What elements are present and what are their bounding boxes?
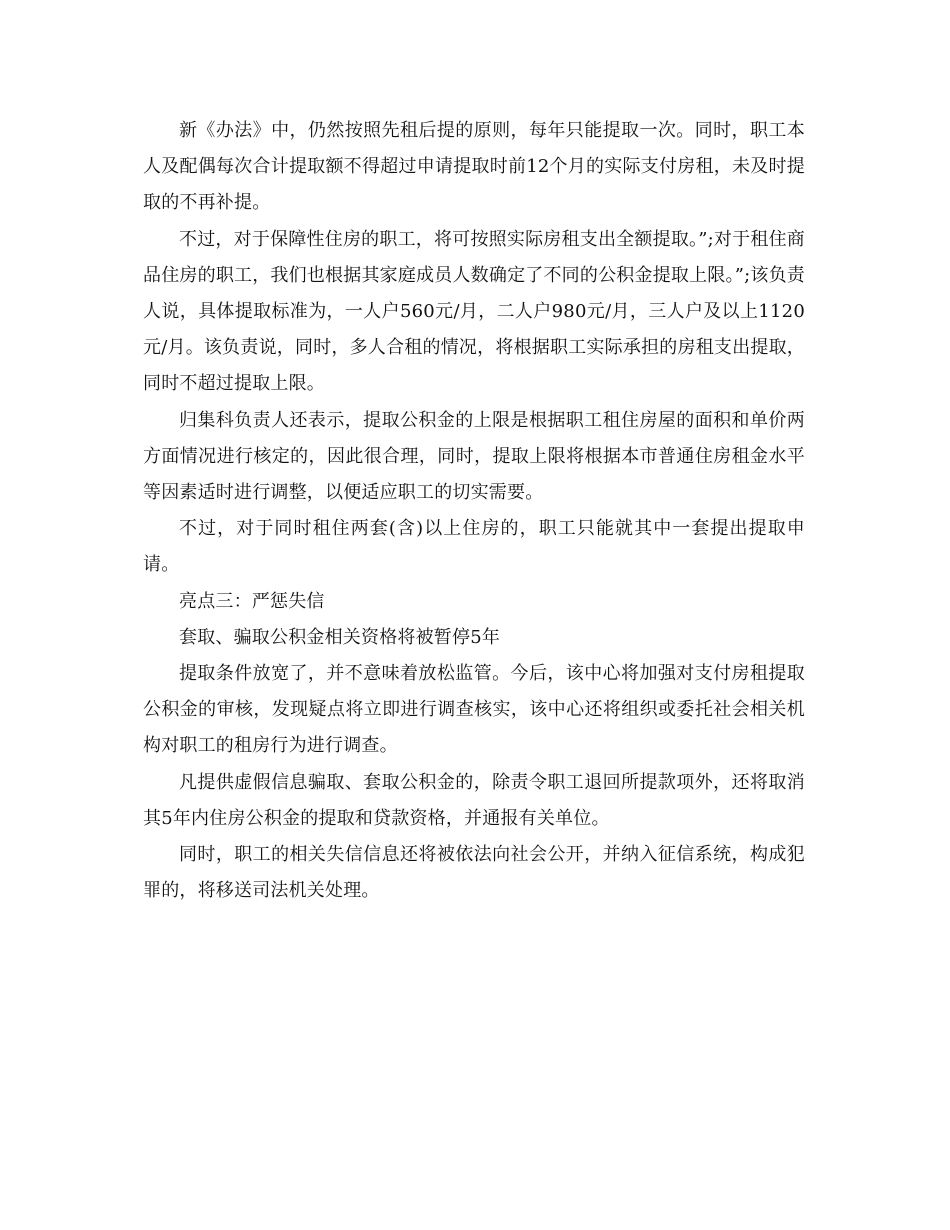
paragraph-supervision: 提取条件放宽了，并不意味着放松监管。今后，该中心将加强对支付房租提取公积金的审核，发现疑点将立即进行调查核实，该中心还将组织或委托社会相关机构对职工的租房行为进行调查。 — [143, 663, 805, 757]
paragraph-credit-disclosure: 同时，职工的相关失信信息还将被依法向社会公开，并纳入征信系统，构成犯罪的，将移送司法机关处理。 — [143, 844, 805, 902]
section-heading-highlight-three: 亮点三：严惩失信 — [179, 590, 325, 612]
section-subheading-suspension: 套取、骗取公积金相关资格将被暂停5年 — [179, 626, 501, 648]
document-body — [143, 113, 805, 909]
paragraph-fraud-penalty: 凡提供虚假信息骗取、套取公积金的，除责令职工退回所提款项外，还将取消其5年内住房公积金的提取和贷款资格，并通报有关单位。 — [143, 771, 805, 829]
paragraph-withdrawal-limits: 不过，对于保障性住房的职工，将可按照实际房租支出全额提取。”;对于租住商品住房的职工，我们也根据其家庭成员人数确定了不同的公积金提取上限。”;该负责人说，具体提取标准为，一人户560元/月，二人户980元/月，三人户及以上1120元/月。该负责说，同时，多人合租的情况，将根据职工实际承担的房租支出提取，同时不超过提取上限。 — [143, 228, 805, 395]
paragraph-limit-adjustment: 归集科负责人还表示，提取公积金的上限是根据职工租住房屋的面积和单价两方面情况进行核定的，因此很合理，同时，提取上限将根据本市普通住房租金水平等因素适时进行调整，以便适应职工的切实需要。 — [143, 409, 805, 504]
paragraph-rent-withdrawal-rule: 新《办法》中，仍然按照先租后提的原则，每年只能提取一次。同时，职工本人及配偶每次合计提取额不得超过申请提取时前12个月的实际支付房租，未及时提取的不再补提。 — [143, 120, 805, 214]
paragraph-multiple-housing: 不过，对于同时租住两套(含)以上住房的，职工只能就其中一套提出提取申请。 — [143, 518, 805, 576]
